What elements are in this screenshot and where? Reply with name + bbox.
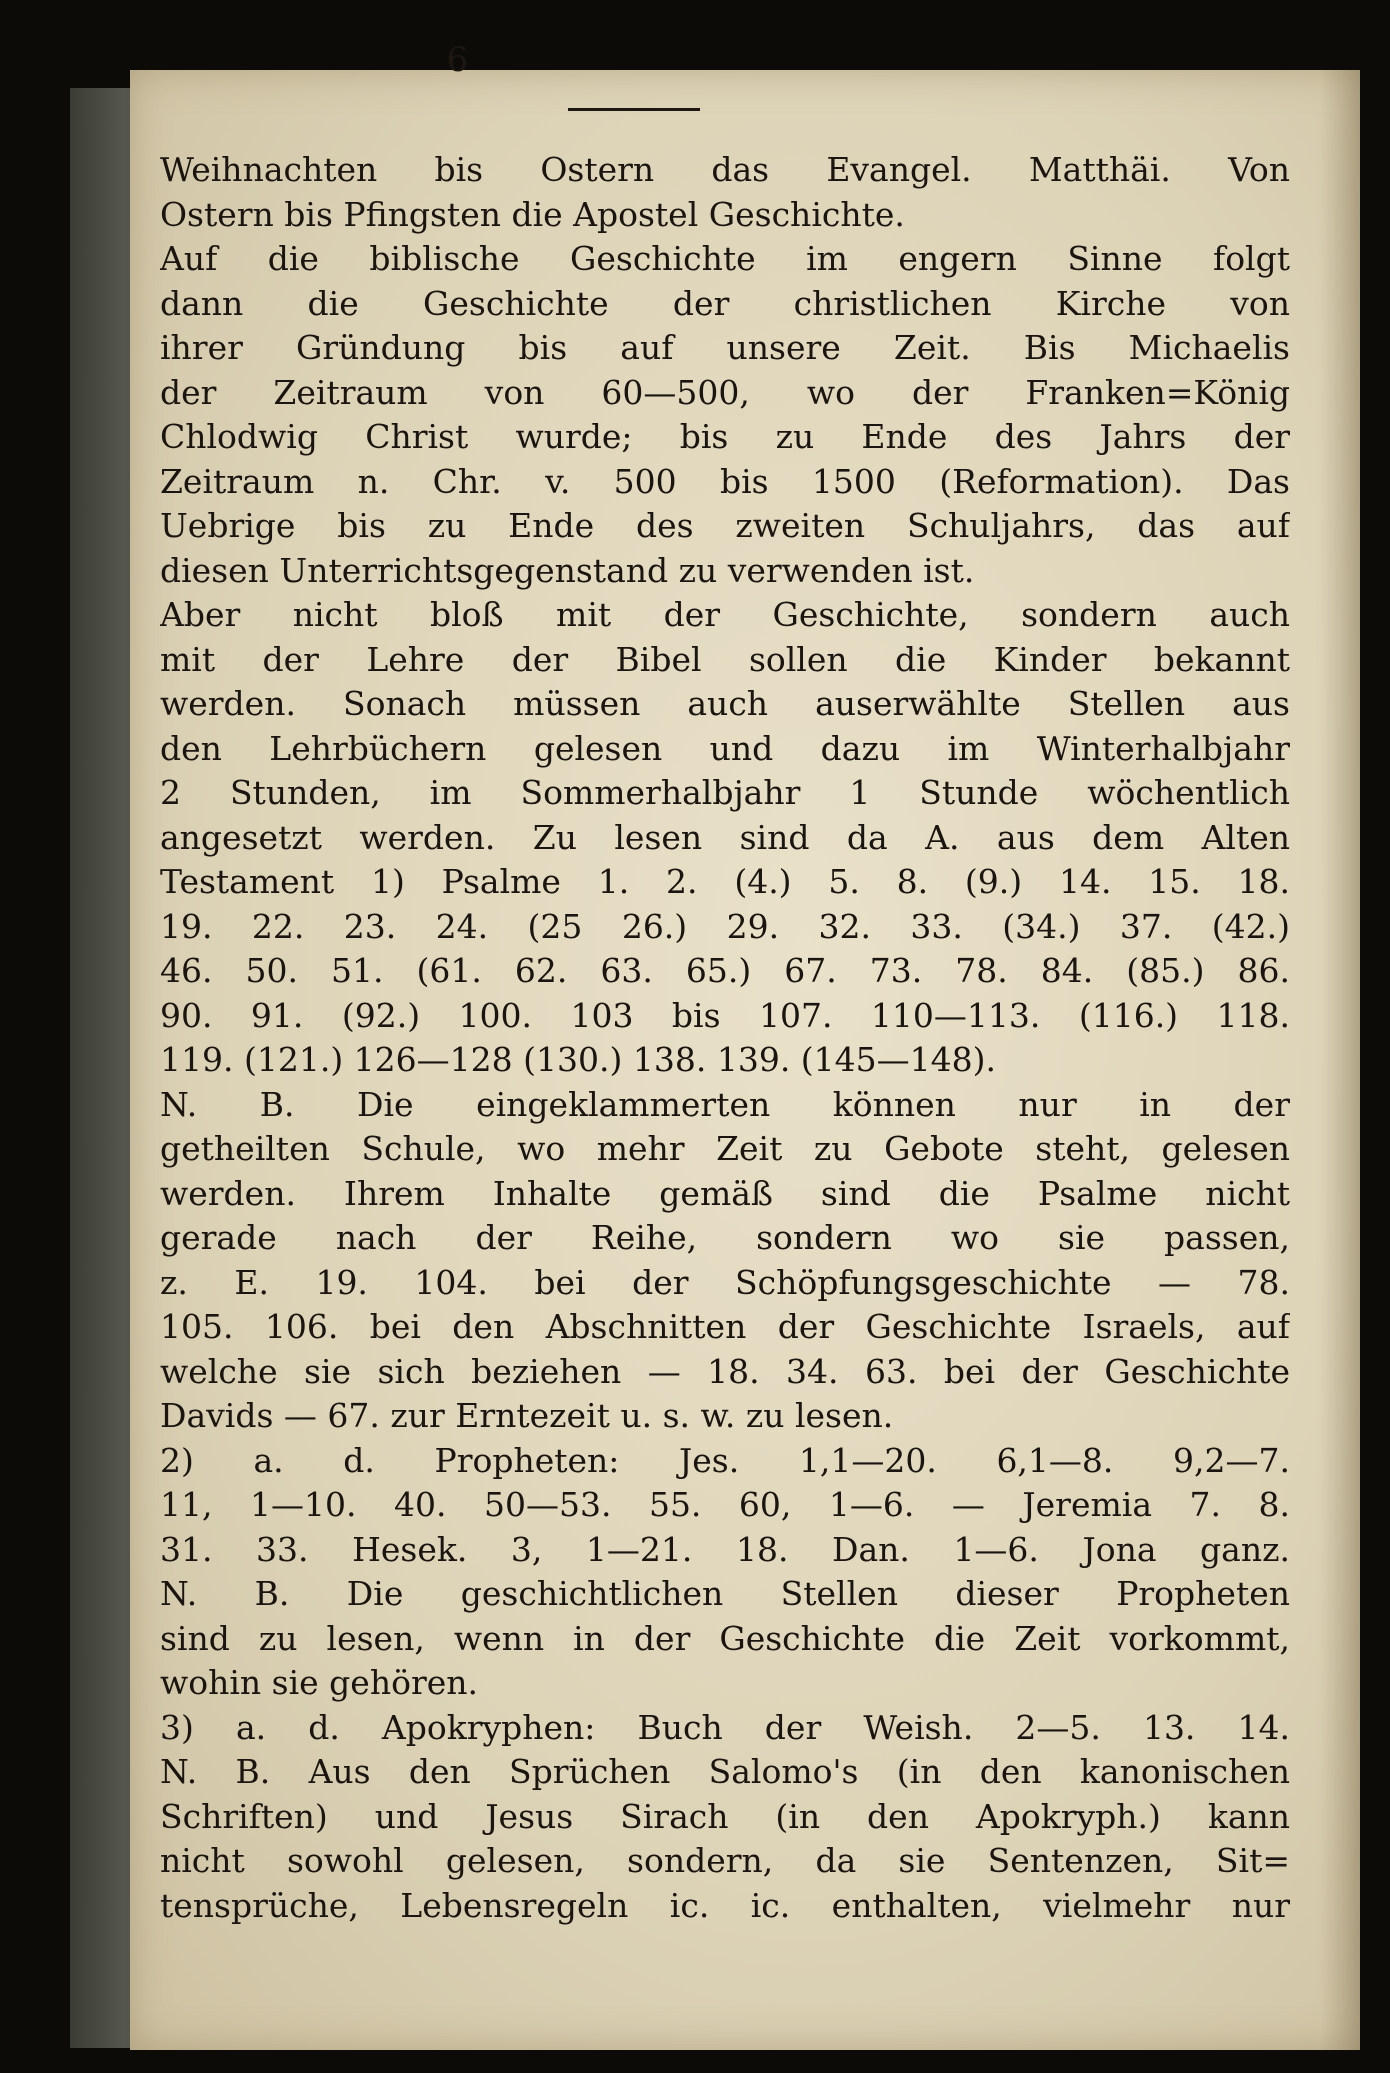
text-line: Chlodwig Christ wurde; bis zu Ende des Jahrs der (160, 417, 1290, 456)
text-line: 105. 106. bei den Abschnitten der Geschichte Israels, auf (160, 1307, 1290, 1346)
text-line: gerade nach der Reihe, sondern wo sie passen, (160, 1218, 1290, 1257)
text-line: Auf die biblische Geschichte im engern Sinne folgt (160, 239, 1290, 278)
text-line: Davids — 67. zur Erntezeit u. s. w. zu lesen. (160, 1396, 894, 1435)
page-number-row (0, 40, 1180, 80)
text-line: welche sie sich beziehen — 18. 34. 63. bei der Geschichte (160, 1351, 1290, 1391)
text-line: der Zeitraum von 60—500, wo der Franken=König (160, 372, 1290, 412)
text-line: 119. (121.) 126—128 (130.) 138. 139. (145—148). (160, 1040, 997, 1079)
text-line: Testament 1) Psalme 1. 2. (4.) 5. 8. (9.) 14. 15. 18. (160, 862, 1290, 901)
text-line: diesen Unterrichtsgegenstand zu verwenden ist. (160, 550, 975, 590)
text-line: 90. 91. (92.) 100. 103 bis 107. 110—113. (116.) 118. (160, 995, 1290, 1035)
text-line: 3) a. d. Apokryphen: Buch der Weish. 2—5. 13. 14. (160, 1707, 1290, 1747)
text-line: Uebrige bis zu Ende des zweiten Schuljahrs, das auf (160, 506, 1290, 545)
text-line: Aber nicht bloß mit der Geschichte, sondern auch (160, 595, 1290, 634)
text-line: ihrer Gründung bis auf unsere Zeit. Bis Michaelis (160, 328, 1290, 367)
text-line: N. B. Die eingeklammerten können nur in der (160, 1084, 1290, 1124)
text-line: Zeitraum n. Chr. v. 500 bis 1500 (Reformation). Das (160, 461, 1290, 501)
text-line: Schriften) und Jesus Sirach (in den Apokryph.) kann (160, 1796, 1290, 1836)
text-line: mit der Lehre der Bibel sollen die Kinder bekannt (160, 639, 1290, 679)
text-line: 31. 33. Hesek. 3, 1—21. 18. Dan. 1—6. Jona ganz. (160, 1529, 1290, 1569)
text-line: z. E. 19. 104. bei der Schöpfungsgeschichte — 78. (160, 1262, 1290, 1302)
text-line: wohin sie gehören. (160, 1663, 478, 1702)
text-line: 2) a. d. Propheten: Jes. 1,1—20. 6,1—8. 9,2—7. (160, 1440, 1290, 1480)
text-line: sind zu lesen, wenn in der Geschichte die Zeit vorkommt, (160, 1618, 1290, 1658)
text-line: 19. 22. 23. 24. (25 26.) 29. 32. 33. (34.) 37. (42.) (160, 906, 1290, 946)
text-line: getheilten Schule, wo mehr Zeit zu Gebote steht, gelesen (160, 1129, 1290, 1168)
page-number: 6 (446, 40, 469, 80)
text-line: 2 Stunden, im Sommerhalbjahr 1 Stunde wöchentlich (160, 773, 1290, 812)
text-line: nicht sowohl gelesen, sondern, da sie Sentenzen, Sit= (160, 1841, 1290, 1880)
text-line: werden. Ihrem Inhalte gemäß sind die Psalme nicht (160, 1173, 1290, 1213)
text-line: 11, 1—10. 40. 50—53. 55. 60, 1—6. — Jeremia 7. 8. (160, 1485, 1290, 1524)
header-rule (568, 108, 700, 111)
text-line: N. B. Die geschichtlichen Stellen dieser Propheten (160, 1574, 1290, 1613)
text-line: Ostern bis Pfingsten die Apostel Geschichte. (160, 194, 905, 234)
text-line: dann die Geschichte der christlichen Kirche von (160, 283, 1290, 323)
text-line: werden. Sonach müssen auch auserwählte Stellen aus (160, 684, 1290, 723)
body-text (160, 148, 1290, 1928)
text-line: angesetzt werden. Zu lesen sind da A. aus dem Alten (160, 817, 1290, 857)
text-line: Weihnachten bis Ostern das Evangel. Matthäi. Von (160, 150, 1290, 189)
text-line: tensprüche, Lebensregeln ic. ic. enthalten, vielmehr nur (160, 1885, 1290, 1925)
text-line: 46. 50. 51. (61. 62. 63. 65.) 67. 73. 78. 84. (85.) 86. (160, 951, 1290, 990)
page-edge-shadow (1320, 70, 1360, 2050)
text-line: den Lehrbüchern gelesen und dazu im Winterhalbjahr (160, 728, 1290, 768)
text-line: N. B. Aus den Sprüchen Salomo's (in den kanonischen (160, 1752, 1290, 1791)
